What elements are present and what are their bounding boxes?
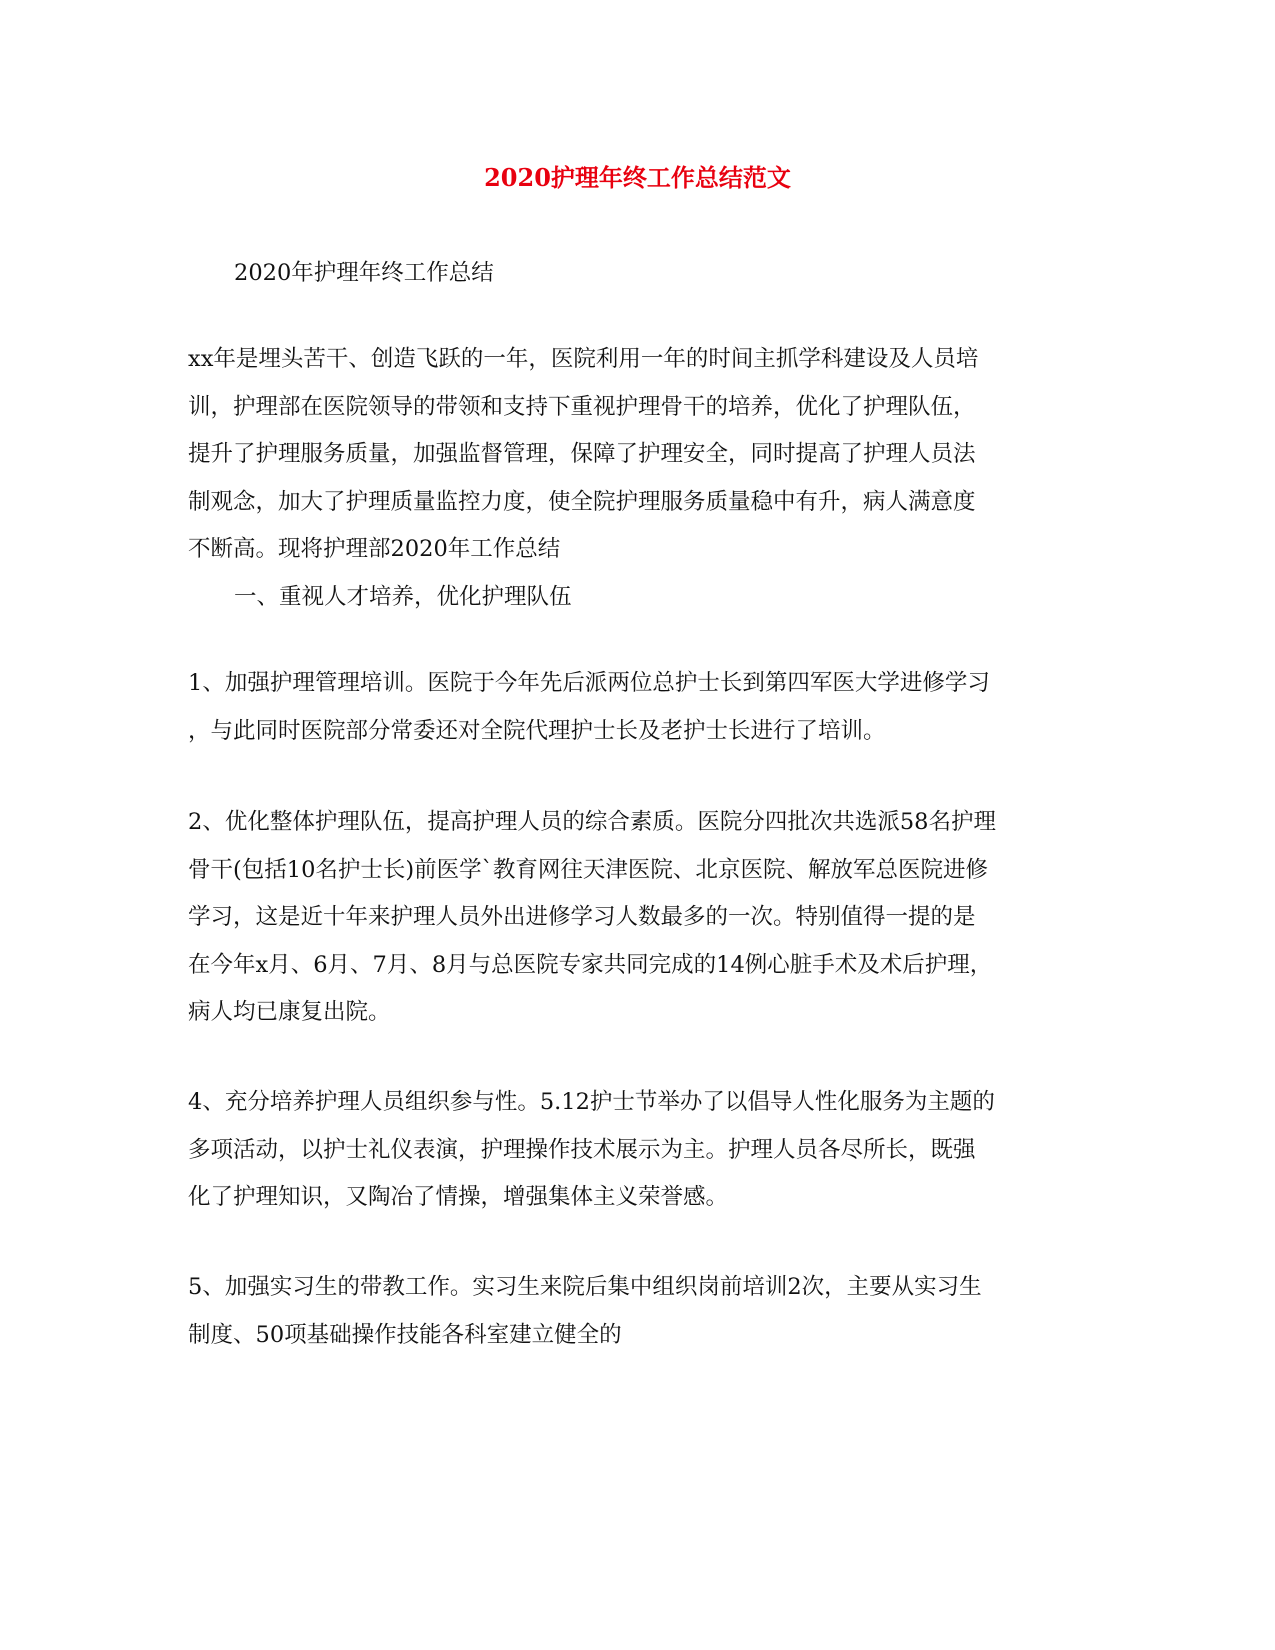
item-4-line: 化了护理知识，又陶冶了情操，增强集体主义荣誉感。 [188, 1184, 729, 1210]
item-1-paragraph [188, 660, 1068, 755]
document-subtitle [234, 250, 1114, 298]
intro-paragraph [188, 336, 1068, 574]
intro-line: 不断高。现将护理部2020年工作总结 [188, 536, 561, 562]
section-heading [234, 574, 1114, 622]
item-1-line: ，与此同时医院部分常委还对全院代理护士长及老护士长进行了培训。 [188, 717, 886, 744]
item-5-paragraph [188, 1264, 1068, 1359]
item-2-line: 2、优化整体护理队伍，提高护理人员的综合素质。医院分四批次共选派58名护理 [188, 809, 996, 835]
item-1-line: 1、加强护理管理培训。医院于今年先后派两位总护士长到第四军医大学进修学习 [188, 670, 990, 696]
item-2-line: 在今年x月、6月、7月、8月与总医院专家共同完成的14例心脏手术及术后护理， [188, 951, 993, 978]
item-4-line: 4、充分培养护理人员组织参与性。5.12护士节举办了以倡导人性化服务为主题的 [188, 1089, 995, 1115]
item-4-paragraph [188, 1079, 1068, 1222]
intro-line: 制观念，加大了护理质量监控力度，使全院护理服务质量稳中有升，病人满意度 [188, 488, 976, 515]
item-5-line: 5、加强实习生的带教工作。实习生来院后集中组织岗前培训2次，主要从实习生 [188, 1274, 982, 1300]
document-title: 2020护理年终工作总结范文 [484, 163, 791, 192]
intro-line: xx年是埋头苦干、创造飞跃的一年，医院利用一年的时间主抓学科建设及人员培 [188, 346, 979, 372]
item-2-line: 学习，这是近十年来护理人员外出进修学习人数最多的一次。特别值得一提的是 [188, 904, 976, 930]
section-heading-text: 一、重视人才培养，优化护理队伍 [234, 584, 572, 610]
item-5-line: 制度、50项基础操作技能各科室建立健全的 [188, 1321, 622, 1348]
item-4-line: 多项活动，以护士礼仪表演，护理操作技术展示为主。护理人员各尽所长，既强 [188, 1136, 976, 1163]
item-2-line: 骨干(包括10名护士长)前医学`教育网往天津医院、北京医院、解放军总医院进修 [188, 856, 988, 883]
intro-line: 提升了护理服务质量，加强监督管理，保障了护理安全，同时提高了护理人员法 [188, 441, 976, 467]
subtitle-text: 2020年护理年终工作总结 [234, 260, 494, 286]
intro-line: 训，护理部在医院领导的带领和支持下重视护理骨干的培养，优化了护理队伍， [188, 393, 976, 420]
item-2-paragraph [188, 799, 1068, 1037]
item-2-line: 病人均已康复出院。 [188, 999, 391, 1025]
